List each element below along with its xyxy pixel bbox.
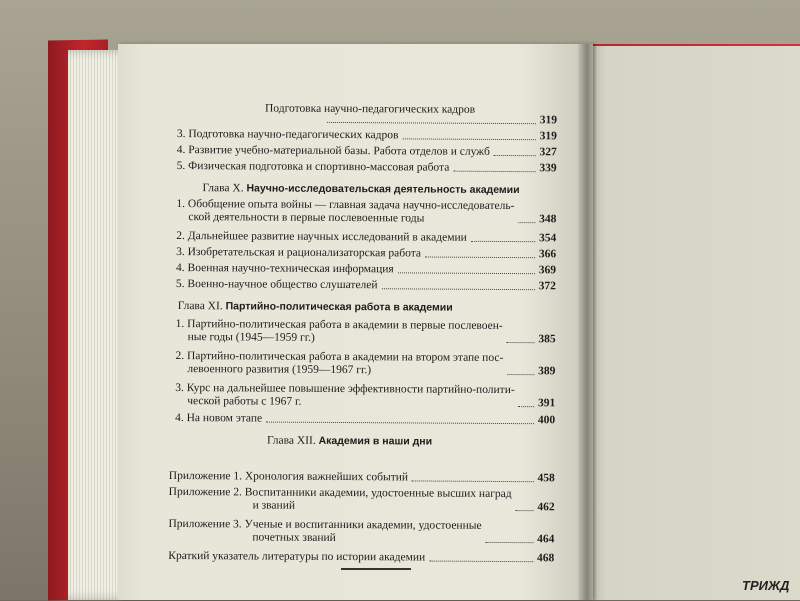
entry-title-line: ные годы (1945—1959 гг.) [187,331,315,344]
entry-title: Приложение 1. Хронология важнейших событий [168,469,409,484]
page-number: 462 [537,501,555,514]
chapter-title: Научно-исследовательская деятельность академии [246,182,520,197]
page-number: 464 [537,533,555,546]
page-number: 319 [539,130,557,143]
toc-entry [176,318,556,346]
toc-entry [177,144,557,159]
toc-entry [175,382,555,410]
toc-entry [175,412,555,427]
leader-dots [425,257,535,259]
page-number: 468 [536,552,555,565]
entry-title: 5. Военно-научное общество слушателей [175,277,378,292]
leader-dots [453,171,535,173]
entry-title [176,318,503,346]
toc-entry [169,470,555,485]
toc-entry [176,198,556,226]
toc-entry [176,278,556,293]
entry-title-line: левоенного развития (1959—1967 гг.) [187,363,372,377]
chapter-number: Глава XII. [266,434,316,447]
entry-title: 2. Дальнейшее развитие научных исследований в академии [176,229,467,244]
entry-title-line: 3. Курс на дальнейшее повышение эффективности партийно-полити- [175,381,515,397]
page-number: 366 [538,248,557,261]
leader-dots [507,374,534,375]
page-number: 339 [539,162,557,175]
toc-entry [177,128,557,143]
book-gutter [578,44,596,600]
leader-dots [382,288,535,290]
entry-title-line: 1. Партийно-политическая работа в академии в первые послевоен- [175,317,503,332]
page-number: 385 [538,333,556,346]
entry-title: 5. Физическая подготовка и спортивно-массовая работа [176,159,450,174]
leader-dots [519,406,534,407]
page-number: 354 [538,232,557,245]
adjacent-book-title: ТРИЖД [742,578,790,593]
leader-dots [412,480,533,482]
entry-title: 3. Изобретательская и рационализаторская работа [176,245,422,260]
page-number: 400 [537,414,556,427]
entry-title [175,382,515,410]
right-page [585,46,800,600]
page-number: 327 [539,146,557,159]
entry-title: 3. Подготовка научно-педагогических кадров [176,127,399,142]
entry-title-line: Приложение 3. Ученые и воспитанники академии, удостоенные [168,517,482,532]
chapter-heading [178,300,453,315]
leader-dots [266,422,534,425]
page-number: 369 [538,264,557,277]
entry-title [168,518,481,546]
page-number: 389 [538,365,556,378]
page-number: 391 [537,397,556,410]
entry-title: 4. Развитие учебно-материальной базы. Работа отделов и служб [176,143,490,158]
entry-title: Краткий указатель литературы по истории академии [168,549,426,564]
leader-dots [471,241,535,242]
closing-rule [341,568,411,570]
toc-entry [168,518,554,546]
section-heading [265,103,475,117]
page-number: 458 [537,472,555,485]
entry-title: 4. Военная научно-техническая информация [176,261,394,276]
leader-dots [518,222,535,223]
toc-entry [169,486,555,514]
entry-title-line: почетных званий [252,531,336,544]
entry-title: 4. На новом этапе [175,411,263,425]
entry-title-line: Приложение 2. Воспитанники академии, удостоенные высших наград [168,485,512,501]
chapter-title: Партийно-политическая работа в академии [225,300,453,314]
page-number: 372 [538,280,556,293]
entry-title-line: 1. Обобщение опыта войны — главная задача научно-исследователь- [176,197,515,213]
leader-dots [429,561,533,563]
entry-title [169,486,512,514]
toc-entry [177,160,557,175]
entry-title-line: 2. Партийно-политическая работа в академии на втором этапе пос- [175,349,504,364]
toc-entry [175,350,555,378]
entry-title-line: и званий [252,499,296,512]
toc-entry [168,550,554,565]
toc-entry [176,230,556,245]
toc-entry [176,262,556,277]
entry-title [176,198,514,226]
page-number: 348 [539,213,557,226]
leader-dots [398,272,535,274]
chapter-number: Глава X. [202,182,244,195]
entry-title [175,350,503,378]
entry-title-line: ской деятельности в первые послевоенные годы [188,211,425,225]
chapter-heading [202,182,519,197]
toc-entry [176,246,556,261]
chapter-heading [267,435,432,449]
section-heading-text: Подготовка научно-педагогических кадров [264,102,476,116]
leader-dots [327,122,536,124]
page-number: 319 [539,114,557,127]
leader-dots [507,342,535,343]
chapter-number: Глава XI. [177,300,223,313]
leader-dots [402,138,535,140]
leader-dots [516,510,534,511]
chapter-title: Академия в наши дни [318,434,433,448]
leader-dots [485,542,533,543]
leader-dots [494,155,536,156]
entry-title-line: ческой работы с 1967 г. [187,395,302,408]
